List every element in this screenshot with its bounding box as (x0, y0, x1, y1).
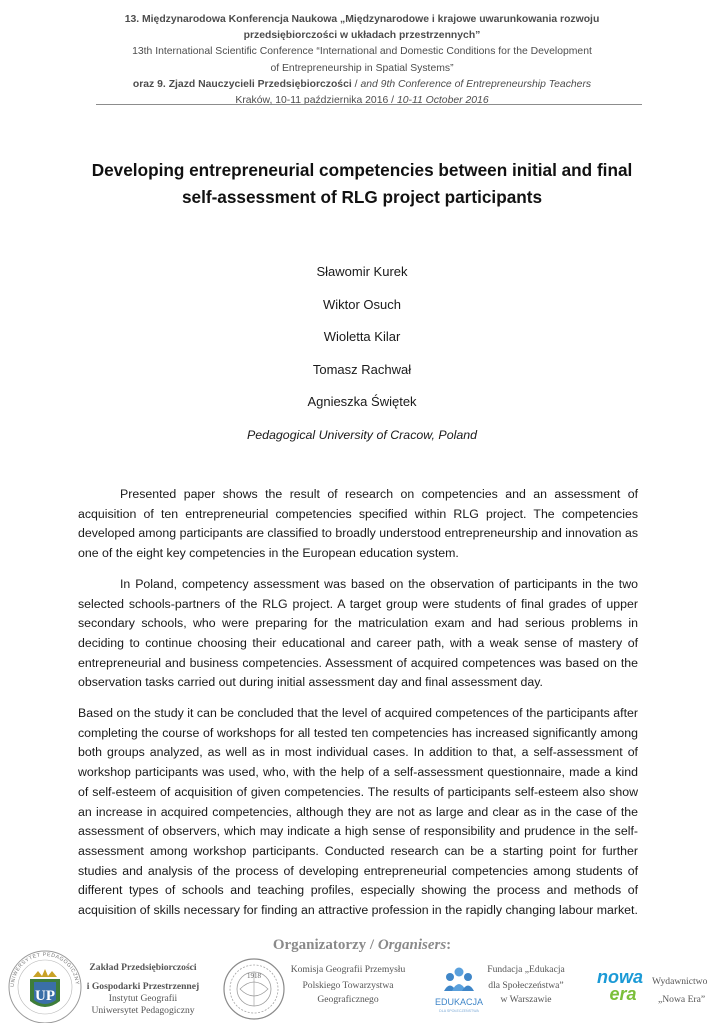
up-university-logo-icon (6, 947, 84, 1023)
paragraph-1: Presented paper shows the result of research on competencies and an assessment of acquisition of ten entrepreneurial competencies specified within RLG project. The competencies developed among participants are classified to broadly understood entrepreneurship and innovation as one of the eight key competencies in the European education system. (78, 487, 638, 561)
conference-header (78, 12, 646, 109)
nowaera-line1: Wydawnictwo (652, 976, 708, 987)
author-list (0, 262, 724, 425)
organisers-heading (0, 937, 724, 954)
ptg-line1: Komisja Geografii Przemysłu (290, 964, 406, 975)
nowa-era-logo-word2: era (609, 984, 637, 1004)
up-seal-text: UNIWERSYTET PEDAGOGICZNY (9, 951, 80, 988)
header-en-line1: 13th International Scientific Conference “International and Domestic Conditions for the Development (132, 46, 592, 58)
author-name: Tomasz Rachwał (312, 361, 412, 377)
up-line4: Uniwersytet Pedagogiczny (91, 1005, 195, 1016)
up-logo-letters: UP (35, 988, 55, 1004)
header-congress-pl: oraz 9. Zjazd Nauczycieli Przedsiębiorczości (132, 78, 352, 90)
nowa-era-logo-word1: nowa (596, 967, 644, 987)
header-date-pl: Kraków, 10-11 października 2016 (235, 95, 389, 107)
header-pl-line2: przedsiębiorczości w układach przestrzennych” (243, 30, 481, 42)
abstract-body (78, 485, 638, 932)
ptg-society-seal-icon (222, 955, 286, 1023)
header-date (78, 93, 646, 109)
ptg-seal-year: 1918 (247, 972, 261, 980)
author-name: Wiktor Osuch (322, 296, 401, 312)
author-name: Agnieszka Świętek (307, 394, 417, 409)
nowaera-line2: „Nowa Era” (658, 994, 706, 1005)
ptg-line3: Geograficznego (317, 994, 379, 1005)
paragraph-2: In Poland, competency assessment was based on the observation of participants in the two selected schools-partners of the RLG project. A target group were students of final grades of upper secondary schools, who were preparing for the matriculation exam and had serious problems in deciding to continue choosing their educational and career path, with a weak sense of mastery of entrepreneurial and business competencies. Assessment of acquired competences was based on the observation tasks carried out during initial assessment day and final assessment day. (78, 576, 638, 690)
header-date-sep: / (388, 95, 397, 107)
up-line2: i Gospodarki Przestrzennej (86, 981, 200, 992)
header-en-line2: of Entrepreneurship in Spatial Systems” (270, 62, 454, 74)
header-divider (96, 104, 642, 105)
up-line3: Instytut Geografii (108, 993, 178, 1004)
edukacja-logo-word: EDUKACJA (434, 997, 484, 1007)
header-congress (78, 77, 646, 93)
edukacja-line3: w Warszawie (500, 994, 552, 1005)
header-pl-line1: 13. Międzynarodowa Konferencja Naukowa „Międzynarodowe i krajowe uwarunkowania rozwoju (124, 14, 600, 25)
up-line1: Zakład Przedsiębiorczości (89, 962, 197, 973)
author-name: Sławomir Kurek (316, 264, 408, 279)
organisers-sep: / (366, 937, 378, 953)
nowa-era-logo-icon (590, 965, 652, 1011)
organisers-colon: : (446, 937, 452, 953)
header-congress-en: and 9th Conference of Entrepreneurship Teachers (360, 78, 592, 90)
affiliation: Pedagogical University of Cracow, Poland (246, 428, 478, 442)
author-name: Wioletta Kilar (323, 329, 401, 344)
title-line2: self-assessment of RLG project participants (181, 187, 543, 207)
paper-title (60, 157, 664, 211)
edukacja-line2: dla Społeczeństwa” (488, 980, 564, 991)
header-congress-sep: / (351, 78, 361, 90)
header-date-en: 10-11 October 2016 (396, 95, 489, 107)
title-line1: Developing entrepreneurial competencies between initial and final (91, 160, 633, 180)
edukacja-logo-sub: DLA SPOŁECZEŃSTWA (439, 1009, 479, 1013)
paragraph-3: Based on the study it can be concluded that the level of acquired competences of the participants after completing the course of workshops for all tested ten competencies has increased significantly among both groups analyzed, as well as in most individual cases. In addition to that, a self-assessment of workshop participants was used, who, with the help of a self-assessment questionnaire, made a kind of self-esteem of acquisition of given competencies. The results of participants self-esteem also show an increase in acquired competencies, although they are not as large and clear as in the case of the assessment of observers, which may indicate a high sense of responsibility and prudence in the self-assessment among workshop participants. Conducted research can be a starting point for further studies and analysis of the process of developing entrepreneurial competencies among students of different types of schools and teaching profiles, especially showing the process and methods of acquisition of skills necessary for finding an attractive profession in the rapidly changing labour market. (78, 706, 638, 918)
organisers-pl: Organizatorzy (272, 937, 367, 953)
ptg-line2: Polskiego Towarzystwa (302, 980, 394, 991)
organisers-en: Organisers (377, 937, 447, 953)
edukacja-line1: Fundacja „Edukacja (487, 964, 565, 975)
